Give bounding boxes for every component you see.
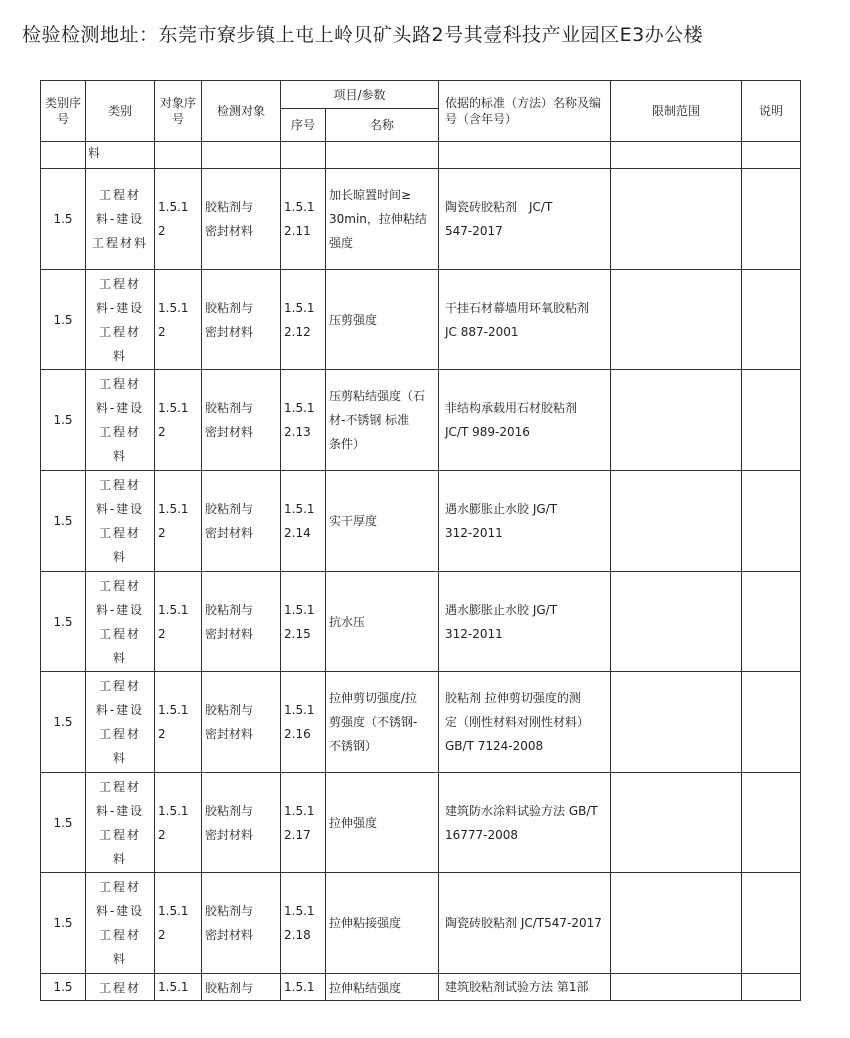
standard-cell-line: 陶瓷砖胶粘剂 JC/T: [445, 200, 553, 214]
category-cell-line: 工程材: [98, 779, 141, 794]
object-no-cell: [155, 572, 202, 672]
category-cell: [86, 270, 155, 370]
fragment-category-cell: 料: [86, 142, 155, 169]
standard-cell: [439, 370, 611, 471]
standard-cell-line: 非结构承载用石材胶粘剂: [445, 401, 578, 415]
object-cell-line: 密封材料: [205, 324, 254, 339]
object-cell: [202, 873, 281, 974]
item-name-cell-line: 剪强度（不锈钢-: [329, 715, 418, 729]
category-cell-line: 料-建设: [95, 703, 145, 717]
note-cell: [742, 773, 801, 873]
note-cell: [742, 270, 801, 370]
cat-no-cell: 1.5: [41, 974, 86, 1001]
object-no-cell: [155, 773, 202, 873]
item-no-cell: [281, 370, 326, 471]
limit-cell: [611, 471, 742, 572]
item-no-cell-line: 1.5.1: [284, 904, 315, 918]
category-cell: [86, 572, 155, 672]
item-name-cell: [326, 471, 439, 572]
object-cell: [202, 672, 281, 773]
object-cell: 胶粘剂与: [202, 974, 281, 1001]
item-no-cell-line: 2.15: [284, 626, 311, 641]
table-row-partial: [41, 974, 801, 1001]
category-cell: [86, 370, 155, 471]
category-cell-line: 工程材: [98, 679, 141, 693]
category-cell-line: 料: [112, 952, 127, 966]
category-cell-line: 料-建设: [95, 803, 145, 818]
object-no-cell-line: 2: [158, 827, 166, 842]
table-row: [41, 572, 801, 672]
category-cell: [86, 773, 155, 873]
note-cell: [742, 974, 801, 1001]
item-name-cell-line: 压剪强度: [329, 312, 378, 327]
item-no-cell-line: 1.5.1: [284, 803, 315, 818]
category-cell-line: 料-建设: [95, 300, 145, 315]
standard-cell-line: 建筑防水涂料试验方法 GB/T: [445, 803, 598, 818]
table-row: [41, 773, 801, 873]
item-no-cell: [281, 169, 326, 270]
item-no-cell-line: 2.12: [284, 324, 311, 339]
object-no-cell-line: 2: [158, 727, 166, 741]
standard-cell-line: 干挂石材幕墙用环氧胶粘剂: [445, 300, 590, 315]
standard-cell-line: 312-2011: [445, 526, 503, 540]
item-name-cell: [326, 370, 439, 471]
note-cell: [742, 873, 801, 974]
item-no-cell-line: 1.5.1: [284, 200, 315, 214]
item-no-cell: [281, 471, 326, 572]
object-no-cell-line: 1.5.1: [158, 703, 189, 717]
item-name-cell-line: 条件）: [329, 437, 366, 451]
object-no-cell: [155, 873, 202, 974]
item-no-cell: [281, 572, 326, 672]
item-no-cell-line: 1.5.1: [284, 401, 315, 415]
note-cell: [742, 471, 801, 572]
item-name-cell-line: 拉伸粘接强度: [329, 916, 402, 930]
object-no-cell-line: 1.5.1: [158, 401, 189, 415]
category-cell-line: 工程材: [98, 928, 141, 942]
standard-cell: [439, 672, 611, 773]
cat-no-cell: 1.5: [41, 370, 86, 471]
category-cell-line: 工程材: [98, 526, 141, 540]
category-cell-line: 工程材: [98, 188, 141, 202]
item-name-cell-line: 抗水压: [329, 614, 366, 629]
standard-cell-line: 定（刚性材料对刚性材料）: [445, 715, 590, 729]
item-no-cell-line: 2.13: [284, 425, 311, 439]
category-cell: [86, 471, 155, 572]
item-name-cell-line: 拉伸剪切强度/拉: [329, 691, 418, 705]
object-cell: [202, 773, 281, 873]
header-item-no: 序号: [281, 109, 326, 142]
item-no-cell: [281, 773, 326, 873]
category-cell-line: 工程材料: [91, 236, 148, 250]
object-no-cell-line: 2: [158, 928, 166, 942]
item-no-cell-line: 2.14: [284, 526, 311, 540]
cat-no-cell: 1.5: [41, 572, 86, 672]
object-cell: [202, 270, 281, 370]
object-cell-line: 密封材料: [205, 626, 254, 641]
limit-cell: [611, 974, 742, 1001]
object-cell-line: 胶粘剂与: [205, 904, 254, 918]
object-no-cell-line: 1.5.1: [158, 502, 189, 516]
object-cell: [202, 169, 281, 270]
header-item-name: 名称: [326, 109, 439, 142]
accreditation-table: [40, 80, 801, 1001]
standard-cell-line: 547-2017: [445, 224, 503, 238]
object-no-cell: 1.5.1: [155, 974, 202, 1001]
category-cell: 工程材: [86, 974, 155, 1001]
standard-cell: [439, 169, 611, 270]
note-cell: [742, 169, 801, 270]
table-body: [41, 142, 801, 1001]
item-no-cell: 1.5.1: [281, 974, 326, 1001]
category-cell-line: 料: [112, 650, 127, 665]
table-row: [41, 672, 801, 773]
item-name-cell: [326, 773, 439, 873]
header-row-top: [41, 81, 801, 109]
cat-no-cell: 1.5: [41, 773, 86, 873]
category-cell-line: 料: [112, 851, 127, 866]
table-row: [41, 471, 801, 572]
object-cell-line: 密封材料: [205, 827, 254, 842]
note-cell: [742, 572, 801, 672]
header-category: 类别: [86, 81, 155, 142]
limit-cell: [611, 370, 742, 471]
object-no-cell-line: 2: [158, 224, 166, 238]
item-name-cell-line: 实干厚度: [329, 514, 378, 528]
item-name-cell-line: 30min，拉伸粘结: [329, 212, 427, 226]
category-cell-line: 料-建设: [95, 212, 145, 226]
standard-cell: [439, 773, 611, 873]
limit-cell: [611, 270, 742, 370]
category-cell-line: 工程材: [98, 478, 141, 492]
item-no-cell-line: 1.5.1: [284, 602, 315, 617]
standard-cell-line: JC 887-2001: [445, 324, 519, 339]
category-cell-line: 料-建设: [95, 602, 145, 617]
object-no-cell-line: 2: [158, 526, 166, 540]
table-row: [41, 370, 801, 471]
item-name-cell-line: 强度: [329, 236, 354, 250]
item-no-cell-line: 1.5.1: [284, 300, 315, 315]
object-cell-line: 胶粘剂与: [205, 300, 254, 315]
item-no-cell-line: 2.18: [284, 928, 311, 942]
object-no-cell-line: 1.5.1: [158, 904, 189, 918]
object-cell-line: 密封材料: [205, 224, 254, 238]
item-name-cell-line: 材-不锈钢 标准: [329, 413, 410, 427]
category-cell-line: 工程材: [98, 880, 141, 894]
item-no-cell-line: 1.5.1: [284, 703, 315, 717]
standard-cell-line: 遇水膨胀止水胶 JG/T: [445, 502, 558, 516]
category-cell-line: 工程材: [98, 626, 141, 641]
object-no-cell-line: 1.5.1: [158, 200, 189, 214]
object-no-cell-line: 1.5.1: [158, 300, 189, 315]
category-cell-line: 料-建设: [95, 502, 145, 516]
standard-cell: 建筑胶粘剂试验方法 第1部: [439, 974, 611, 1001]
limit-cell: [611, 169, 742, 270]
object-cell-line: 密封材料: [205, 928, 254, 942]
note-cell: [742, 672, 801, 773]
cat-no-cell: 1.5: [41, 471, 86, 572]
item-name-cell: [326, 672, 439, 773]
item-no-cell: [281, 873, 326, 974]
standard-cell: [439, 270, 611, 370]
category-cell-line: 工程材: [98, 425, 141, 439]
category-cell-line: 料: [112, 751, 127, 765]
limit-cell: [611, 873, 742, 974]
item-no-cell-line: 2.16: [284, 727, 311, 741]
object-no-cell-line: 2: [158, 425, 166, 439]
header-cat-no: 类别序号: [41, 81, 86, 142]
limit-cell: [611, 672, 742, 773]
standard-cell-line: 312-2011: [445, 626, 503, 641]
category-cell-line: 工程材: [98, 377, 141, 391]
object-cell: [202, 370, 281, 471]
item-name-cell-line: 压剪粘结强度（石: [329, 389, 426, 403]
cat-no-cell: 1.5: [41, 672, 86, 773]
category-cell-line: 料-建设: [95, 904, 145, 918]
item-no-cell-line: 2.17: [284, 827, 311, 842]
object-no-cell: [155, 270, 202, 370]
category-cell-line: 料-建设: [95, 401, 145, 415]
header-object: 检测对象: [202, 81, 281, 142]
standard-cell-line: GB/T 7124-2008: [445, 739, 544, 753]
object-no-cell: [155, 169, 202, 270]
standard-cell-line: JC/T 989-2016: [445, 425, 530, 439]
object-cell-line: 胶粘剂与: [205, 602, 254, 617]
item-name-cell-line: 拉伸强度: [329, 815, 378, 830]
object-cell-line: 密封材料: [205, 425, 254, 439]
object-cell-line: 胶粘剂与: [205, 703, 254, 717]
cat-no-cell: 1.5: [41, 169, 86, 270]
note-cell: [742, 370, 801, 471]
header-note: 说明: [742, 81, 801, 142]
item-name-cell: [326, 169, 439, 270]
object-cell-line: 胶粘剂与: [205, 401, 254, 415]
standard-cell-line: 16777-2008: [445, 827, 519, 842]
object-cell-line: 密封材料: [205, 526, 254, 540]
object-cell-line: 胶粘剂与: [205, 200, 254, 214]
item-name-cell-line: 不锈钢）: [329, 739, 378, 753]
category-cell-line: 工程材: [98, 727, 141, 741]
category-cell: [86, 672, 155, 773]
item-no-cell: [281, 270, 326, 370]
category-cell: [86, 873, 155, 974]
standard-cell: [439, 471, 611, 572]
object-cell-line: 胶粘剂与: [205, 803, 254, 818]
category-cell-line: 工程材: [98, 324, 141, 339]
object-cell: [202, 471, 281, 572]
object-no-cell-line: 2: [158, 626, 166, 641]
table-row: [41, 270, 801, 370]
standard-cell: [439, 873, 611, 974]
header-limit: 限制范围: [611, 81, 742, 142]
cat-no-cell: 1.5: [41, 270, 86, 370]
object-no-cell-line: 1.5.1: [158, 803, 189, 818]
standard-cell-line: 遇水膨胀止水胶 JG/T: [445, 602, 558, 617]
item-name-cell: [326, 270, 439, 370]
object-cell-line: 密封材料: [205, 727, 254, 741]
category-cell-line: 工程材: [98, 578, 141, 593]
table-row: [41, 873, 801, 974]
item-name-cell-line: 加长晾置时间≥: [329, 188, 412, 202]
object-no-cell-line: 1.5.1: [158, 602, 189, 617]
item-name-cell: [326, 572, 439, 672]
object-no-cell: [155, 471, 202, 572]
standard-cell-line: 陶瓷砖胶粘剂 JC/T547-2017: [445, 916, 602, 930]
item-no-cell-line: 2.11: [284, 224, 311, 238]
object-no-cell: [155, 370, 202, 471]
limit-cell: [611, 572, 742, 672]
item-name-cell: [326, 873, 439, 974]
category-cell-line: 料: [112, 550, 127, 564]
object-cell: [202, 572, 281, 672]
category-cell-line: 料: [112, 449, 127, 463]
category-cell-line: 工程材: [98, 827, 141, 842]
category-cell-line: 工程材: [98, 276, 141, 291]
header-standard: 依据的标准（方法）名称及编号（含年号）: [439, 81, 611, 142]
category-cell: [86, 169, 155, 270]
item-no-cell: [281, 672, 326, 773]
limit-cell: [611, 773, 742, 873]
header-item-group: 项目/参数: [281, 81, 439, 109]
category-cell-line: 料: [112, 348, 127, 363]
object-no-cell: [155, 672, 202, 773]
standard-cell: [439, 572, 611, 672]
table-row-fragment: [41, 142, 801, 169]
item-name-cell: 拉伸粘结强度: [326, 974, 439, 1001]
standard-cell-line: 胶粘剂 拉伸剪切强度的测: [445, 691, 581, 705]
page-header: 检验检测地址：东莞市寮步镇上屯上岭贝矿头路2号其壹科技产业园区E3办公楼: [22, 24, 704, 46]
cat-no-cell: 1.5: [41, 873, 86, 974]
header-object-no: 对象序号: [155, 81, 202, 142]
object-cell-line: 胶粘剂与: [205, 502, 254, 516]
item-no-cell-line: 1.5.1: [284, 502, 315, 516]
table-row: [41, 169, 801, 270]
object-no-cell-line: 2: [158, 324, 166, 339]
